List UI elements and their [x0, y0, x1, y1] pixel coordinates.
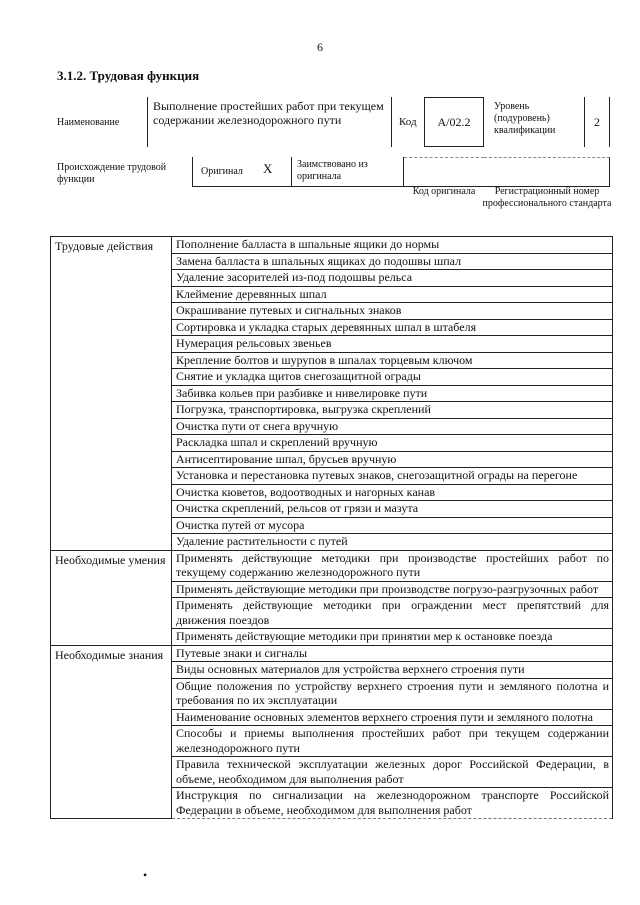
- section-item: Применять действующие методики при принятии мер к остановке поезда: [172, 629, 613, 646]
- level-value: 2: [594, 114, 600, 129]
- reg-number-box: [484, 157, 610, 187]
- original-label: Оригинал: [201, 166, 243, 177]
- section-item: Наименование основных элементов верхнего строения пути и земляного полотна: [172, 709, 613, 726]
- section-item: Очистка пути от снега вручную: [172, 418, 613, 435]
- section-item: Очистка скреплений, рельсов от грязи и мазута: [172, 501, 613, 518]
- function-name-value: Выполнение простейших работ при текущем содержании железнодорожного пути: [153, 99, 384, 127]
- section-category: Необходимые умения: [51, 550, 172, 645]
- code-original-label: Код оригинала: [412, 186, 476, 197]
- section-item: Виды основных материалов для устройства верхнего строения пути: [172, 662, 613, 679]
- section-item: Установка и перестановка путевых знаков, снегозащитной ограды на перегоне: [172, 468, 613, 485]
- section-category: Трудовые действия: [51, 237, 172, 551]
- section-item: Способы и приемы выполнения простейших работ при текущем содержании железнодорожного пути: [172, 726, 613, 757]
- section-category: Необходимые знания: [51, 645, 172, 819]
- name-label: Наименование: [57, 117, 120, 128]
- origin-label: Происхождение трудовой функции: [57, 162, 167, 185]
- section-item: Инструкция по сигнализации на железнодорожном транспорте Российской Федерации в объеме, необходимом для выполнения работ: [172, 788, 613, 819]
- borrowed-label: Заимствовано из оригинала: [297, 159, 368, 182]
- reg-number-label: Регистрационный номер профессионального стандарта: [482, 186, 612, 209]
- level-label: Уровень (подуровень) квалификации: [494, 101, 556, 136]
- stray-mark: •: [143, 868, 148, 882]
- section-item: Применять действующие методики при ограждении мест препятствий для движения поездов: [172, 598, 613, 629]
- section-item: Удаление растительности с путей: [172, 534, 613, 551]
- section-item: Применять действующие методики при производстве простейших работ по текущему содержанию железнодорожного пути: [172, 550, 613, 581]
- section-item: Общие положения по устройству верхнего строения пути и земляного полотна и требования по их эксплуатации: [172, 678, 613, 709]
- section-item: Сортировка и укладка старых деревянных шпал в штабеля: [172, 319, 613, 336]
- section-item: Очистка путей от мусора: [172, 517, 613, 534]
- section-title: 3.1.2. Трудовая функция: [57, 68, 200, 83]
- section-item: Клеймение деревянных шпал: [172, 286, 613, 303]
- code-value: А/02.2: [437, 114, 471, 129]
- original-box: [192, 157, 292, 187]
- section-item: Погрузка, транспортировка, выгрузка скреплений: [172, 402, 613, 419]
- code-box: [424, 97, 484, 147]
- section-item: Удаление засорителей из-под подошвы рельса: [172, 270, 613, 287]
- section-item: Раскладка шпал и скреплений вручную: [172, 435, 613, 452]
- section-item: Нумерация рельсовых звеньев: [172, 336, 613, 353]
- section-item: Забивка кольев при разбивке и нивелировке пути: [172, 385, 613, 402]
- borrowed-box: [292, 157, 404, 187]
- section-item: Замена балласта в шпальных ящиках до подошвы шпал: [172, 253, 613, 270]
- code-label: Код: [399, 116, 417, 128]
- section-item: Очистка кюветов, водоотводных и нагорных канав: [172, 484, 613, 501]
- section-item: Пополнение балласта в шпальные ящики до нормы: [172, 237, 613, 254]
- function-table: [50, 236, 613, 819]
- section-item: Снятие и укладка щитов снегозащитной ограды: [172, 369, 613, 386]
- section-item: Антисептирование шпал, брусьев вручную: [172, 451, 613, 468]
- function-name-box: [147, 97, 392, 147]
- code-original-box: [404, 157, 484, 187]
- table-row: [51, 237, 613, 254]
- section-item: Правила технической эксплуатации железных дорог Российской Федерации, в объеме, необходимом для выполнения работ: [172, 757, 613, 788]
- table-row: [51, 645, 613, 662]
- section-item: Применять действующие методики при производстве погрузо-разгрузочных работ: [172, 581, 613, 598]
- table-row: [51, 550, 613, 581]
- level-box: [584, 97, 610, 147]
- page-number: 6: [317, 40, 323, 54]
- section-item: Крепление болтов и шурупов в шпалах торцевым ключом: [172, 352, 613, 369]
- section-item: Путевые знаки и сигналы: [172, 645, 613, 662]
- original-mark: X: [263, 161, 273, 176]
- section-item: Окрашивание путевых и сигнальных знаков: [172, 303, 613, 320]
